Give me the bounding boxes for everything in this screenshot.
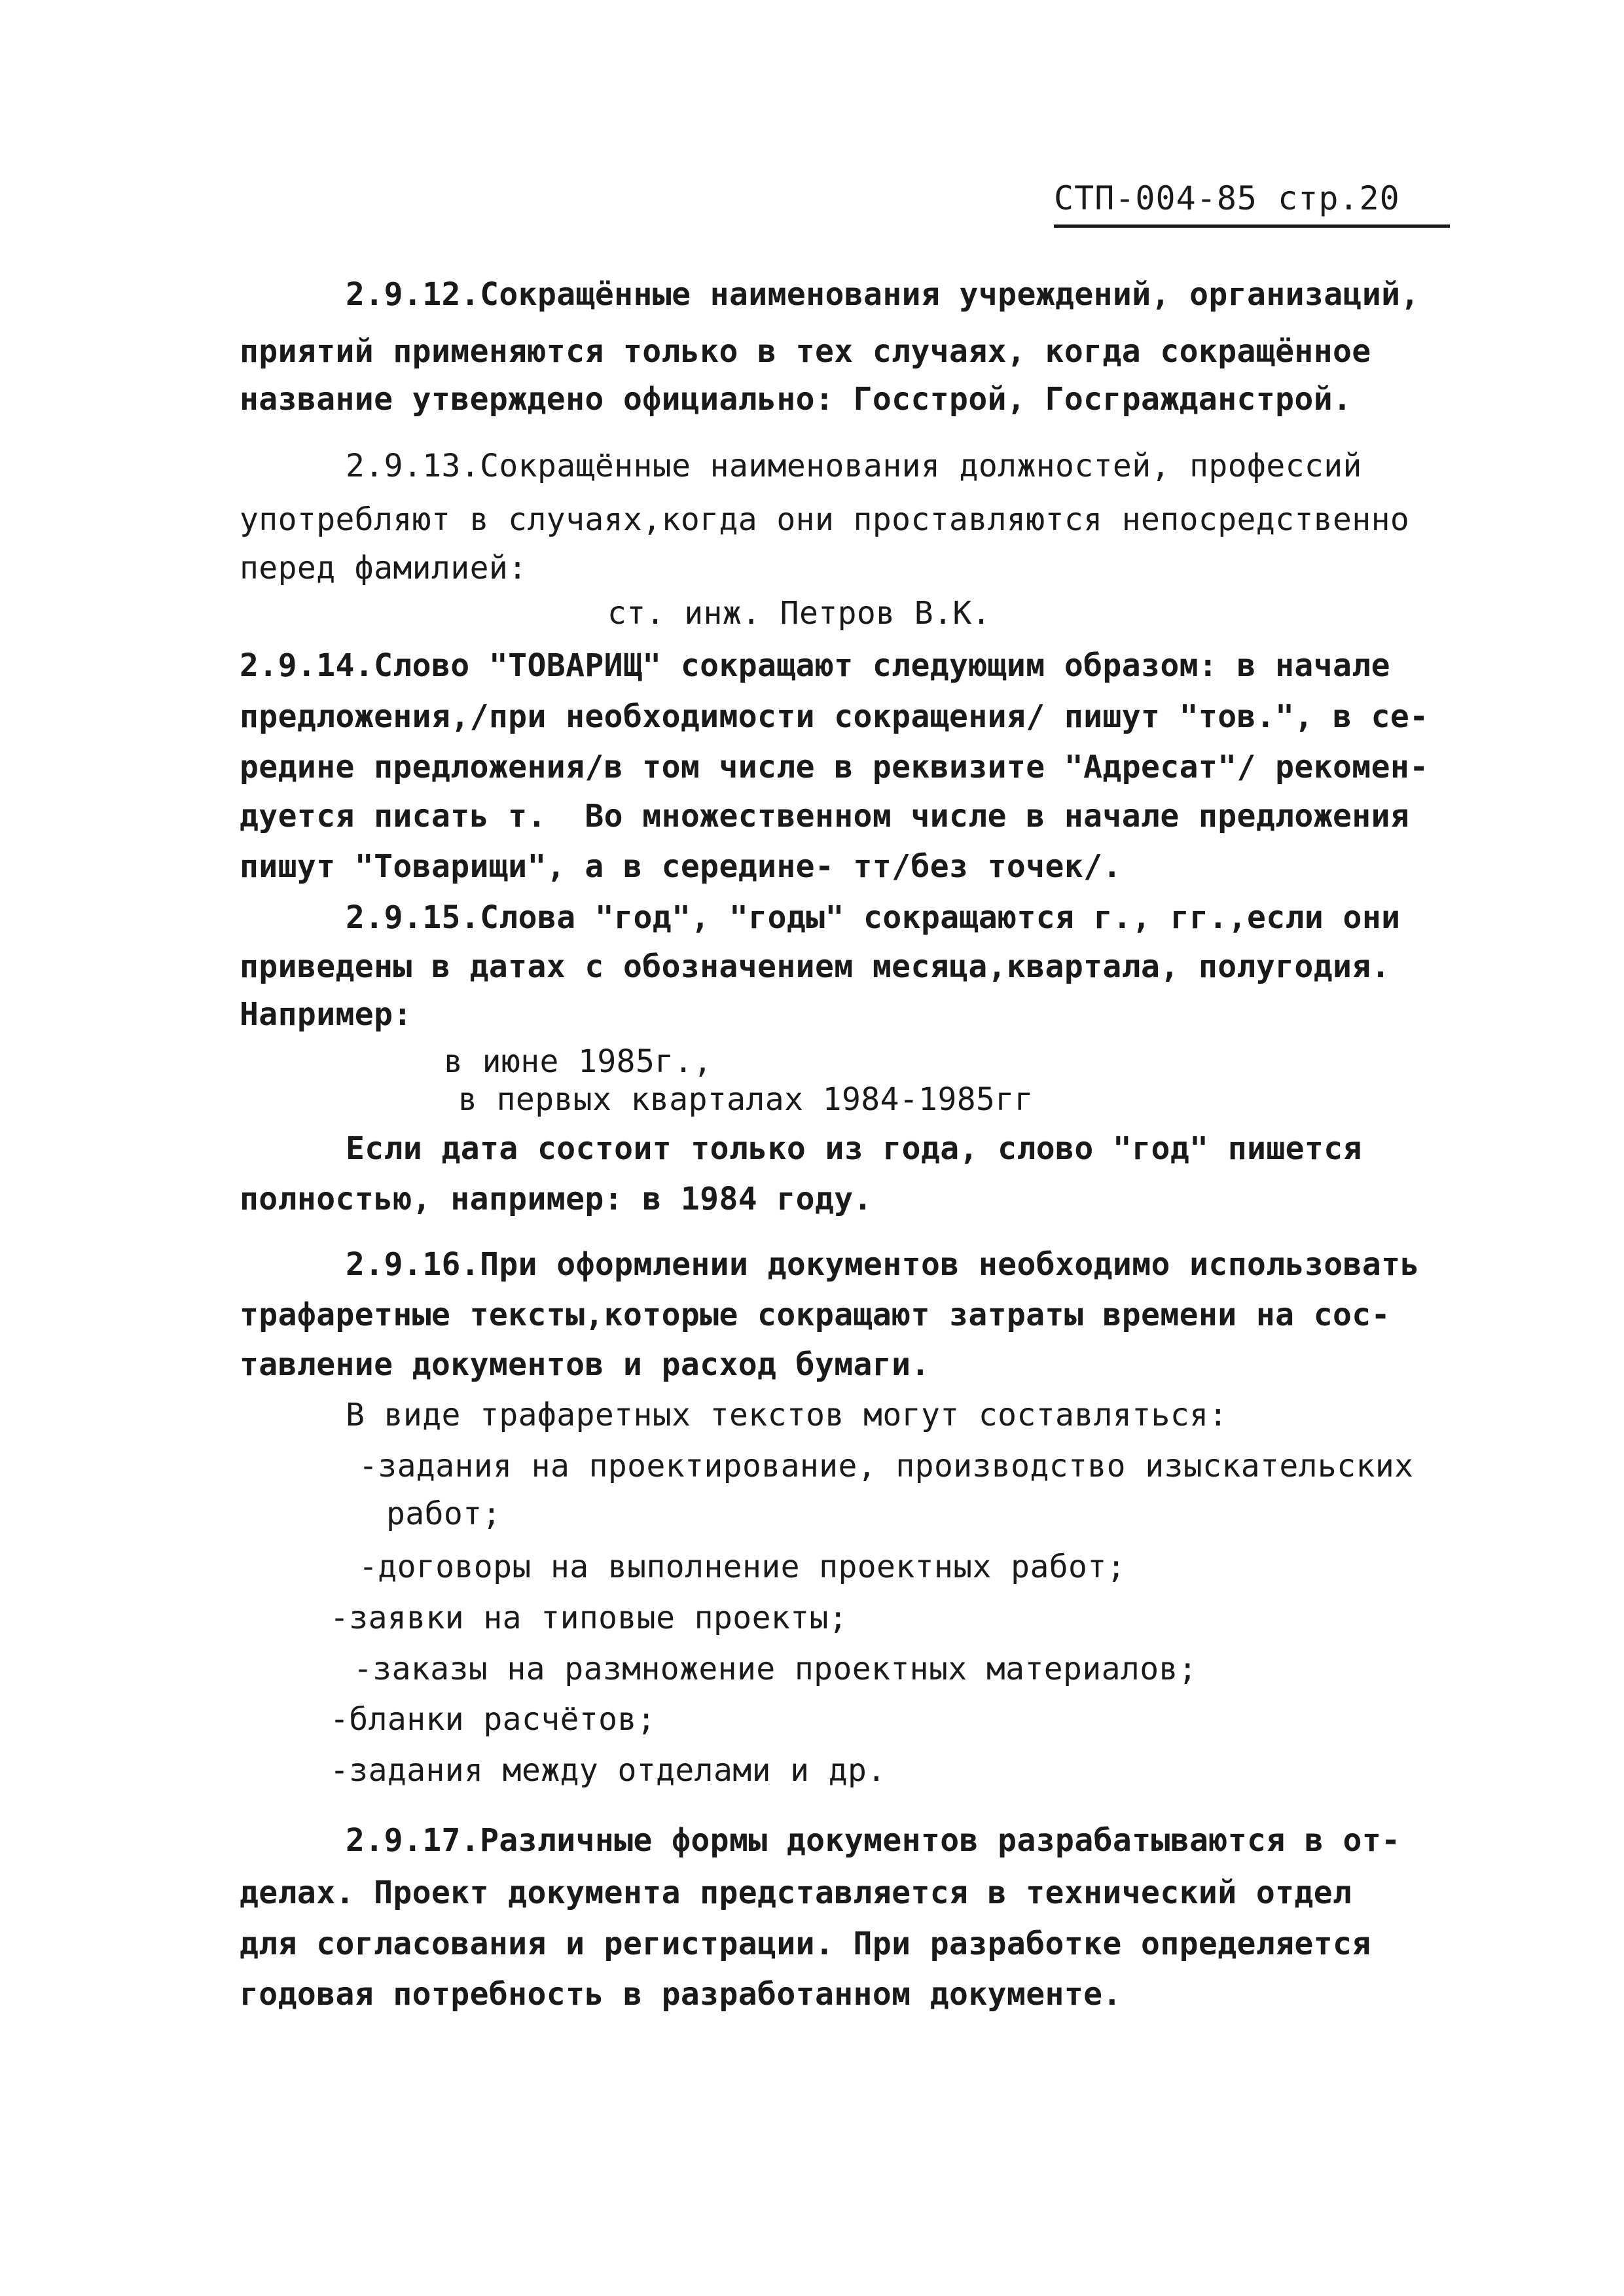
section-2-9-16-line-2: трафаретные тексты,которые сокращают затраты времени на сос- — [240, 1297, 1390, 1333]
section-2-9-15-example-2: в первых кварталах 1984-1985гг — [458, 1081, 1034, 1118]
section-2-9-16-line-3: тавление документов и расход бумаги. — [240, 1346, 930, 1383]
section-2-9-15-line-2: приведены в датах с обозначением месяца,квартала, полугодия. — [240, 948, 1390, 985]
section-2-9-17-line-2: делах. Проект документа представляется в технический отдел — [240, 1874, 1352, 1911]
list-item: -заказы на размножение проектных материалов; — [353, 1651, 1198, 1687]
section-2-9-13-line-3: перед фамилией: — [240, 550, 528, 586]
section-2-9-15-line-1: 2.9.15.Слова "год", "годы" сокращаются г., гг.,если они — [346, 899, 1401, 936]
section-2-9-12-line-3: название утверждено официально: Госстрой, Госгражданстрой. — [240, 381, 1352, 418]
section-2-9-15-example-1: в июне 1985г., — [444, 1043, 713, 1080]
section-2-9-14-line-1: 2.9.14.Слово "ТОВАРИЩ" сокращают следующим образом: в начале — [240, 647, 1390, 684]
section-2-9-14-line-2: предложения,/при необходимости сокращения/ пишут "тов.", в се- — [240, 698, 1429, 735]
header-underline — [1054, 224, 1450, 228]
list-item: работ; — [386, 1496, 501, 1532]
section-2-9-14-line-5: пишут "Товарищи", а в середине- тт/без точек/. — [240, 848, 1122, 885]
list-item: -договоры на выполнение проектных работ; — [359, 1549, 1126, 1585]
section-2-9-16-line-1: 2.9.16.При оформлении документов необходимо использовать — [346, 1246, 1420, 1283]
list-item: -задания между отделами и др. — [330, 1752, 886, 1789]
section-2-9-13-line-1: 2.9.13.Сокращённые наименования должностей, профессий — [346, 448, 1362, 484]
section-2-9-13-line-2: употребляют в случаях,когда они проставляются непосредственно — [240, 501, 1410, 538]
list-item: -заявки на типовые проекты; — [330, 1600, 848, 1636]
section-2-9-12-line-1: 2.9.12.Сокращённые наименования учреждений, организаций, — [346, 276, 1420, 313]
section-2-9-15-note-line-2: полностью, например: в 1984 году. — [240, 1181, 873, 1217]
section-2-9-17-line-1: 2.9.17.Различные формы документов разрабатываются в от- — [346, 1822, 1401, 1859]
list-item: -задания на проектирование, производство изыскательских — [359, 1448, 1414, 1484]
section-2-9-14-line-3: редине предложения/в том числе в реквизите "Адресат"/ рекомен- — [240, 749, 1429, 785]
section-2-9-17-line-3: для согласования и регистрации. При разработке определяется — [240, 1926, 1371, 1962]
section-2-9-12-line-2: приятий применяются только в тех случаях, когда сокращённое — [240, 333, 1371, 370]
section-2-9-17-line-4: годовая потребность в разработанном документе. — [240, 1976, 1122, 2013]
section-2-9-15-note-line-1: Если дата состоит только из года, слово "год" пишется — [346, 1130, 1362, 1167]
section-2-9-13-example: ст. инж. Петров В.К. — [607, 595, 991, 632]
document-header: СТП-004-85 стр.20 — [1054, 179, 1400, 217]
list-item: -бланки расчётов; — [330, 1701, 657, 1738]
section-2-9-16-intro: В виде трафаретных текстов могут составляться: — [346, 1397, 1228, 1433]
section-2-9-15-line-3: Например: — [240, 996, 412, 1033]
section-2-9-14-line-4: дуется писать т. Во множественном числе в начале предложения — [240, 798, 1410, 834]
